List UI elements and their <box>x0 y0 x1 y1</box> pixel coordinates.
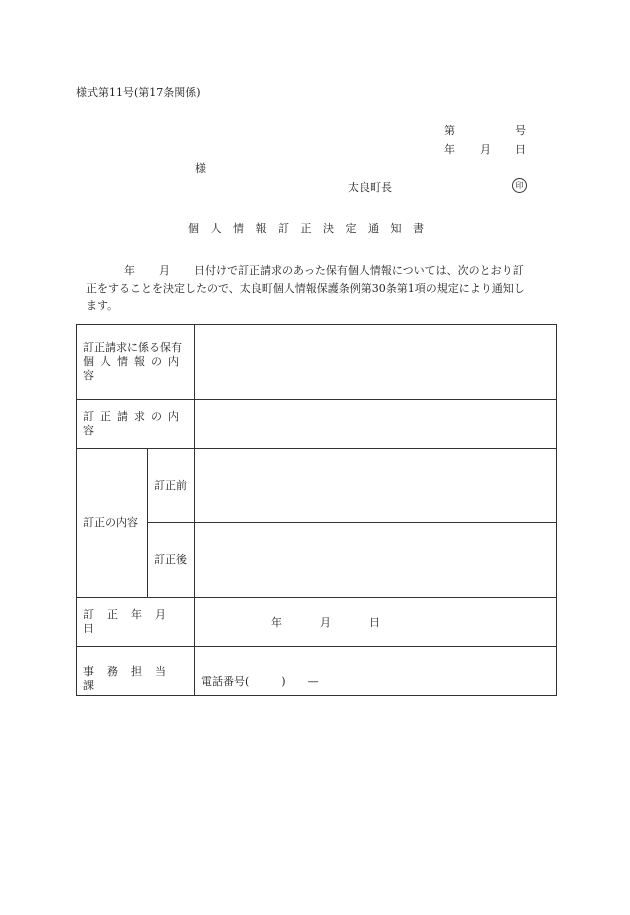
notice-body <box>76 262 556 315</box>
field-correction-date[interactable] <box>195 598 557 647</box>
correction-date-day: 日 <box>369 616 380 629</box>
table-row <box>77 647 557 696</box>
label-request-content: 訂正請求の内容 <box>77 400 195 449</box>
table-row <box>77 598 557 647</box>
label-after-correction: 訂正後 <box>148 523 195 598</box>
addressee-sama: 様 <box>195 162 206 175</box>
body-year: 年 <box>124 264 135 277</box>
field-request-content[interactable] <box>195 400 557 449</box>
correction-table <box>76 324 557 696</box>
label-requested-info-line2: 個人情報の内容 <box>83 355 185 382</box>
table-row <box>77 523 557 598</box>
label-correction-date: 訂正年月日 <box>77 598 195 647</box>
date-year: 年 <box>444 143 455 156</box>
label-correction-content: 訂正の内容 <box>77 449 148 598</box>
table-row <box>77 325 557 400</box>
table-row <box>77 449 557 523</box>
body-line2: 正をすることを決定したので、太良町個人情報保護条例第30条第1項の規定により通知し <box>86 281 525 295</box>
form-number: 様式第11号(第17条関係) <box>76 86 201 99</box>
issuer-name: 太良町長 <box>348 181 392 194</box>
body-line1-text: 日付けで訂正請求のあった保有個人情報については、次のとおり訂 <box>194 264 524 277</box>
date-day: 日 <box>515 143 526 156</box>
label-office-in-charge: 事務担当課 <box>77 647 195 696</box>
correction-date-year: 年 <box>271 616 282 629</box>
field-after-correction[interactable] <box>195 523 557 598</box>
label-before-correction: 訂正前 <box>148 449 195 523</box>
label-requested-info-line1: 訂正請求に係る保有 <box>83 341 182 354</box>
body-month: 月 <box>159 264 170 277</box>
phone-dash: — <box>307 675 319 688</box>
field-office-in-charge[interactable] <box>195 647 557 696</box>
field-requested-info[interactable] <box>195 325 557 400</box>
body-line3: ます。 <box>86 299 119 312</box>
phone-close: ) <box>281 675 286 688</box>
label-requested-info <box>77 325 195 400</box>
field-before-correction[interactable] <box>195 449 557 523</box>
table-row <box>77 400 557 449</box>
correction-date-month: 月 <box>320 616 331 629</box>
seal-mark: 印 <box>512 178 527 193</box>
doc-number-dai: 第 <box>444 124 455 137</box>
document-title: 個人情報訂正決定通知書 <box>188 222 436 235</box>
doc-number-go: 号 <box>515 124 526 137</box>
date-month: 月 <box>480 143 491 156</box>
phone-label: 電話番号( <box>201 675 250 688</box>
body-line1 <box>76 264 524 277</box>
